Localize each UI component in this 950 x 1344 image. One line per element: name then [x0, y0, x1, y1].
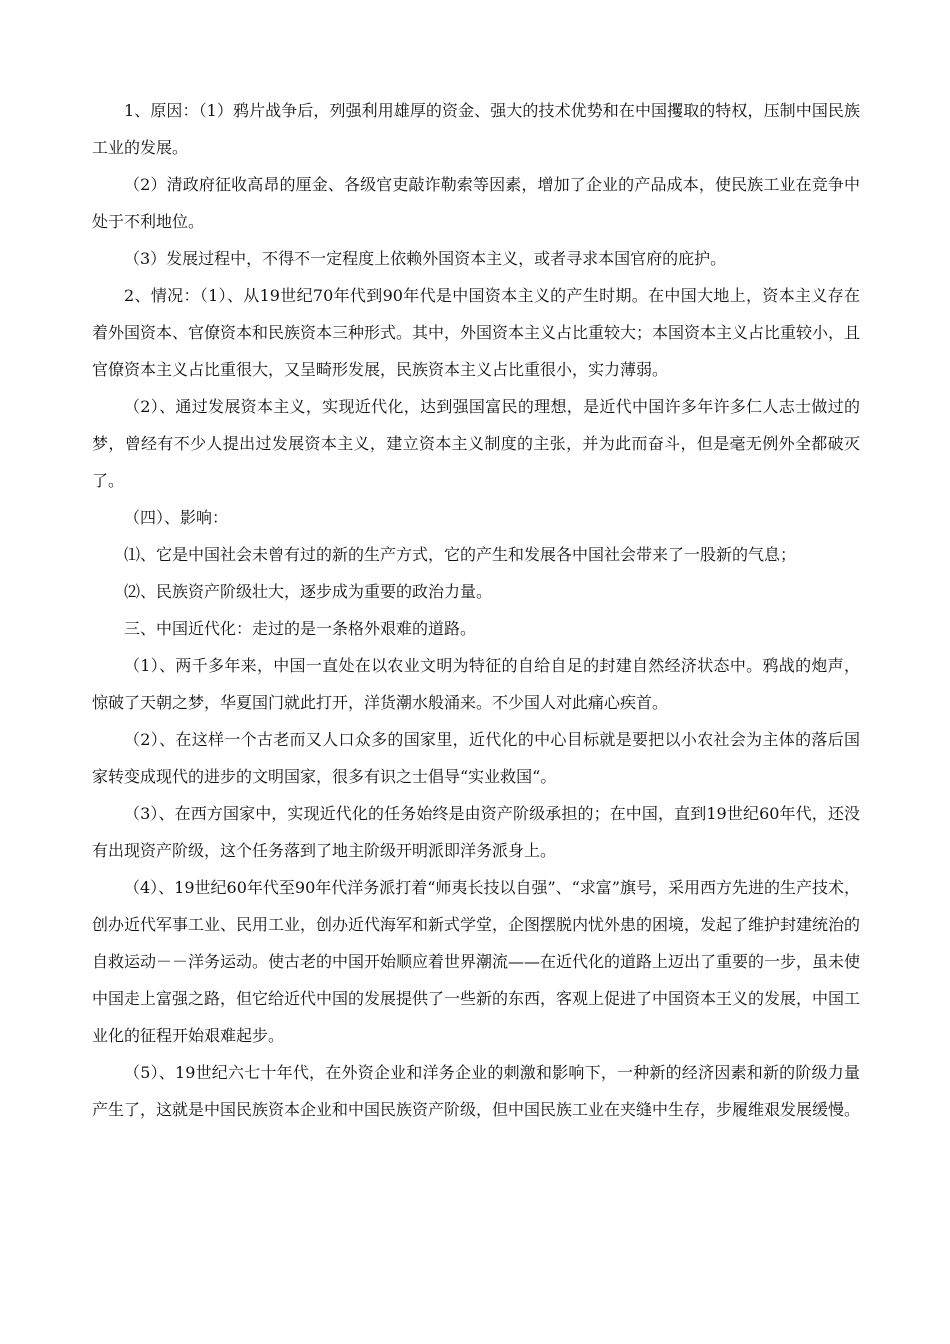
- section-heading-influence: （四）、影响：: [124, 508, 229, 527]
- paragraph-modernization-4: （4）、19世纪60年代至90年代洋务派打着“师夷长技以自强”、“求富”旗号，采用西方先进的生产技术，创办近代军事工业、民用工业，创办近代海军和新式学堂，企图摆脱内忧外患的困境，发起了维护封建统治的自救运动－－洋务运动。使古老的中国开始顺应着世界潮流——在近代化的道路上迈出了重要的一步，虽未使中国走上富强之路，但它给近代中国的发展提供了一些新的东西，客观上促进了中国资本王义的发展，中国工业化的征程开始艰难起步。: [92, 878, 861, 1045]
- paragraph-modernization-1: （1）、两千多年来，中国一直处在以农业文明为特征的自给自足的封建自然经济状态中。鸦战的炮声，惊破了天朝之梦，华夏国门就此打开，洋货潮水般涌来。不少国人对此痛心疾首。: [92, 656, 860, 712]
- paragraph-situation-1: 2、情况：（1）、从19世纪70年代到90年代是中国资本主义的产生时期。在中国大地上，资本主义存在着外国资本、官僚资本和民族资本三种形式。其中，外国资本主义占比重较大；本国资本主义占比重较小，且官僚资本主义占比重很大，又呈畸形发展，民族资本主义占比重很小，实力薄弱。: [92, 286, 861, 379]
- paragraph-modernization-3: （3）、在西方国家中，实现近代化的任务始终是由资产阶级承担的；在中国，直到19世纪60年代，还没有出现资产阶级，这个任务落到了地主阶级开明派即洋务派身上。: [92, 804, 860, 860]
- paragraph-influence-2: ⑵、民族资产阶级壮大，逐步成为重要的政治力量。: [124, 582, 493, 601]
- paragraph-causes-2: （2）清政府征收高昂的厘金、各级官吏敲诈勒索等因素，增加了企业的产品成本，使民族工业在竞争中处于不利地位。: [92, 175, 860, 231]
- paragraph-influence-1: ⑴、它是中国社会未曾有过的新的生产方式，它的产生和发展各中国社会带来了一股新的气息；: [124, 545, 797, 564]
- section-heading-modernization: 三、中国近代化：走过的是一条格外艰难的道路。: [124, 619, 477, 638]
- paragraph-causes-1: 1、原因：（1）鸦片战争后，列强利用雄厚的资金、强大的技术优势和在中国攫取的特权，压制中国民族工业的发展。: [92, 101, 860, 157]
- paragraph-modernization-5: （5）、19世纪六七十年代，在外资企业和洋务企业的刺激和影响下，一种新的经济因素和新的阶级力量产生了，这就是中国民族资本企业和中国民族资产阶级，但中国民族工业在夹缝中生存，步履维艰发展缓慢。: [92, 1063, 861, 1119]
- paragraph-causes-3: （3）发展过程中，不得不一定程度上依赖外国资本主义，或者寻求本国官府的庇护。: [124, 249, 727, 268]
- document-page: [92, 92, 860, 1128]
- paragraph-modernization-2: （2）、在这样一个古老而又人口众多的国家里，近代化的中心目标就是要把以小农社会为主体的落后国家转变成现代的进步的文明国家，很多有识之士倡导“实业救国“。: [92, 730, 860, 786]
- paragraph-situation-2: （2）、通过发展资本主义，实现近代化，达到强国富民的理想，是近代中国许多年许多仁人志士做过的梦，曾经有不少人提出过发展资本主义，建立资本主义制度的主张，并为此而奋斗，但是毫无例外全都破灭了。: [92, 397, 860, 490]
